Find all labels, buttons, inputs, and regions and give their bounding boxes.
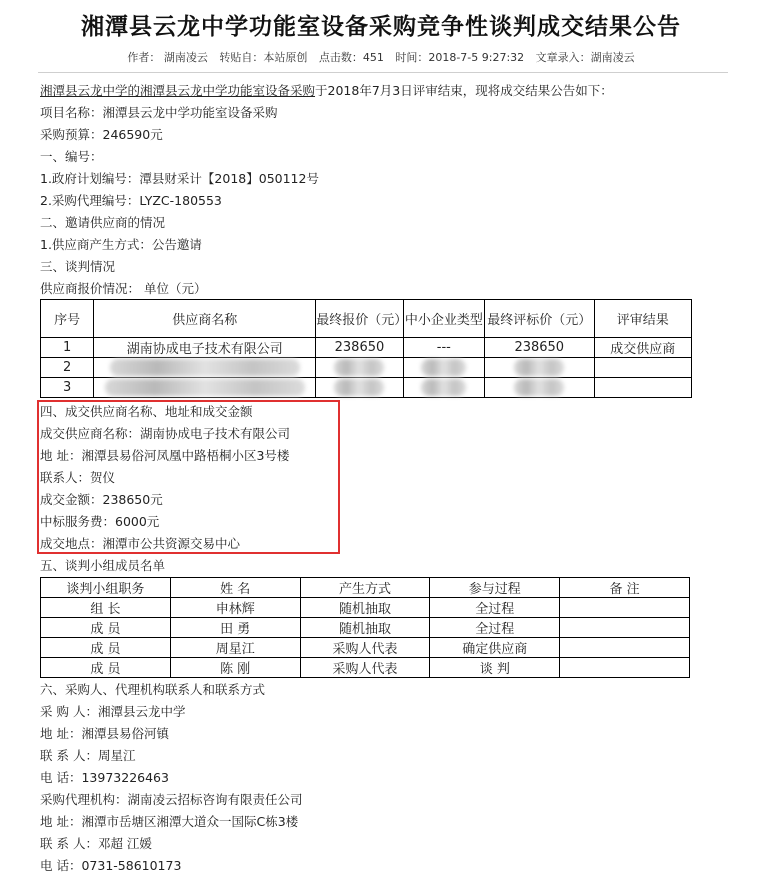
section-6-heading: 六、采购人、代理机构联系人和联系方式 <box>40 682 266 697</box>
quote-table <box>40 299 692 398</box>
cell: 238650 <box>316 338 403 358</box>
redaction-blur <box>421 359 466 376</box>
redaction-blur <box>110 359 300 376</box>
col-header: 最终报价（元） <box>316 300 403 338</box>
quote-unit-note: 供应商报价情况： 单位（元） <box>40 281 207 296</box>
service-fee: 中标服务费：6000元 <box>40 514 160 529</box>
col-header: 产生方式 <box>300 578 430 598</box>
intro-link-project[interactable]: 的湘潭县云龙中学功能室设备采购 <box>127 83 316 98</box>
meta-time: 时间：2018-7-5 9:27:32 <box>395 51 525 64</box>
purchaser-phone: 电 话：13973226463 <box>40 770 169 785</box>
section-3-heading: 三、谈判情况 <box>40 259 116 274</box>
deal-place: 成交地点：湘潭市公共资源交易中心 <box>40 536 241 551</box>
cell: 田 勇 <box>170 618 300 638</box>
winner-amount: 成交金额：238650元 <box>40 492 163 507</box>
cell: 陈 刚 <box>170 658 300 678</box>
cell: --- <box>403 338 484 358</box>
agency: 采购代理机构：湖南凌云招标咨询有限责任公司 <box>40 792 303 807</box>
agency-phone: 电 话：0731-58610173 <box>40 858 182 873</box>
cell: 3 <box>41 378 94 398</box>
supplier-method: 1.供应商产生方式：公告邀请 <box>40 237 202 252</box>
table-row <box>41 338 692 358</box>
table-header-row <box>41 300 692 338</box>
section-4-heading: 四、成交供应商名称、地址和成交金额 <box>40 404 253 419</box>
meta-editor: 文章录入：湖南凌云 <box>535 51 635 64</box>
redacted-cell <box>403 358 484 378</box>
cell: 2 <box>41 358 94 378</box>
cell: 成 员 <box>41 618 171 638</box>
section-5-heading: 五、谈判小组成员名单 <box>40 558 166 573</box>
redacted-cell <box>485 378 595 398</box>
budget: 采购预算：246590元 <box>40 127 163 142</box>
article-meta <box>0 49 762 65</box>
meta-source: 转贴自：本站原创 <box>219 51 308 64</box>
winner-address: 地 址：湘潭县易俗河凤凰中路梧桐小区3号楼 <box>40 448 290 463</box>
col-header: 备 注 <box>560 578 690 598</box>
agency-number: 2.采购代理编号：LYZC-180553 <box>40 193 222 208</box>
col-header: 姓 名 <box>170 578 300 598</box>
table-row <box>41 358 692 378</box>
col-header: 序号 <box>41 300 94 338</box>
table-header-row <box>41 578 690 598</box>
project-name: 项目名称：湘潭县云龙中学功能室设备采购 <box>40 105 278 120</box>
redaction-blur <box>514 379 564 396</box>
cell: 238650 <box>485 338 595 358</box>
col-header: 供应商名称 <box>94 300 316 338</box>
cell: 随机抽取 <box>300 618 430 638</box>
col-header: 最终评标价（元） <box>485 300 595 338</box>
purchaser-contact: 联 系 人：周星江 <box>40 748 136 763</box>
intro-text: 于2018年7月3日评审结束，现将成交结果公告如下： <box>315 83 613 98</box>
winner-name: 成交供应商名称：湖南协成电子技术有限公司 <box>40 426 291 441</box>
cell <box>594 358 691 378</box>
cell <box>560 618 690 638</box>
meta-hits: 点击数：451 <box>318 51 384 64</box>
purchaser: 采 购 人：湘潭县云龙中学 <box>40 704 186 719</box>
table-row <box>41 378 692 398</box>
cell <box>560 658 690 678</box>
divider <box>38 72 728 73</box>
cell: 采购人代表 <box>300 638 430 658</box>
agency-contact: 联 系 人：邓超 江媛 <box>40 836 152 851</box>
cell: 成 员 <box>41 658 171 678</box>
cell: 成 员 <box>41 638 171 658</box>
redaction-blur <box>421 379 466 396</box>
cell <box>560 638 690 658</box>
cell: 随机抽取 <box>300 598 430 618</box>
table-row <box>41 598 690 618</box>
purchaser-address: 地 址：湘潭县易俗河镇 <box>40 726 169 741</box>
cell: 申林辉 <box>170 598 300 618</box>
cell: 湖南协成电子技术有限公司 <box>94 338 316 358</box>
redaction-blur <box>514 359 564 376</box>
cell: 全过程 <box>430 618 560 638</box>
cell: 确定供应商 <box>430 638 560 658</box>
col-header: 评审结果 <box>594 300 691 338</box>
page-title: 湘潭县云龙中学功能室设备采购竞争性谈判成交结果公告 <box>81 13 681 40</box>
section-1-heading: 一、编号： <box>40 149 103 164</box>
redaction-blur <box>105 379 305 396</box>
section-2-heading: 二、邀请供应商的情况 <box>40 215 166 230</box>
agency-address: 地 址：湘潭市岳塘区湘潭大道众一国际C栋3楼 <box>40 814 299 829</box>
intro-link-school[interactable]: 湘潭县云龙中学 <box>40 83 128 98</box>
col-header: 谈判小组职务 <box>41 578 171 598</box>
redacted-cell <box>316 358 403 378</box>
col-header: 中小企业类型 <box>403 300 484 338</box>
winner-contact: 联系人：贺仪 <box>40 470 116 485</box>
redacted-cell <box>316 378 403 398</box>
cell: 成交供应商 <box>594 338 691 358</box>
table-row <box>41 618 690 638</box>
redacted-cell <box>403 378 484 398</box>
table-row <box>41 658 690 678</box>
cell: 采购人代表 <box>300 658 430 678</box>
meta-author: 作者： 湖南凌云 <box>127 51 208 64</box>
col-header: 参与过程 <box>430 578 560 598</box>
panel-table <box>40 577 690 678</box>
cell: 全过程 <box>430 598 560 618</box>
redacted-cell <box>94 378 316 398</box>
redaction-blur <box>334 379 384 396</box>
plan-number: 1.政府计划编号：潭县财采计【2018】050112号 <box>40 171 319 186</box>
cell: 周星江 <box>170 638 300 658</box>
table-row <box>41 638 690 658</box>
cell: 1 <box>41 338 94 358</box>
redaction-blur <box>334 359 384 376</box>
intro-paragraph <box>40 83 613 99</box>
cell <box>594 378 691 398</box>
cell <box>560 598 690 618</box>
redacted-cell <box>485 358 595 378</box>
cell: 组 长 <box>41 598 171 618</box>
redacted-cell <box>94 358 316 378</box>
cell: 谈 判 <box>430 658 560 678</box>
